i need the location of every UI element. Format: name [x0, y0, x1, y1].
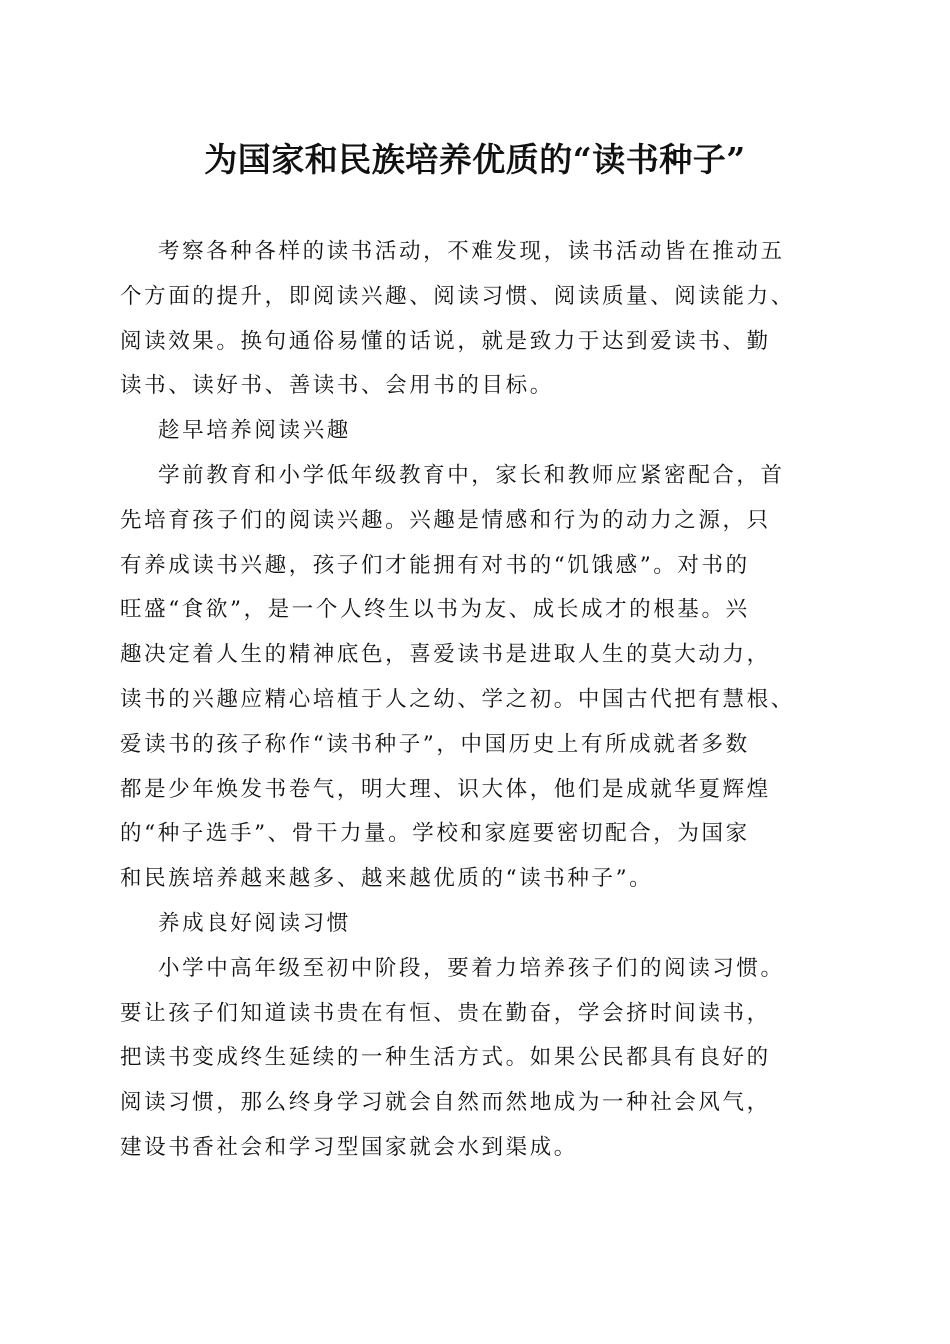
text-line: 和民族培养越来越多、越来越优质的“读书种子”。	[120, 866, 654, 892]
text-line: 学前教育和小学低年级教育中，家长和教师应紧密配合，首	[158, 462, 785, 488]
text-line: 趁早培养阅读兴趣	[158, 418, 351, 444]
text-line: 旺盛“食欲”，是一个人终生以书为友、成长成才的根基。兴	[120, 597, 750, 623]
text-line: 建设书香社会和学习型国家就会水到渠成。	[120, 1134, 578, 1160]
text-line: 先培育孩子们的阅读兴趣。兴趣是情感和行为的动力之源，只	[120, 507, 771, 533]
text-line: 的“种子选手”、骨干力量。学校和家庭要密切配合，为国家	[120, 821, 750, 847]
text-line: 都是少年焕发书卷气，明大理、识大体，他们是成就华夏辉煌	[120, 776, 771, 802]
document-body	[120, 230, 836, 1171]
text-line: 要让孩子们知道读书贵在有恒、贵在勤奋，学会挤时间读书，	[120, 1000, 771, 1026]
text-line: 阅读习惯，那么终身学习就会自然而然地成为一种社会风气，	[120, 1090, 771, 1116]
text-line: 把读书变成终生延续的一种生活方式。如果公民都具有良好的	[120, 1045, 771, 1071]
text-line: 小学中高年级至初中阶段，要着力培养孩子们的阅读习惯。	[158, 955, 785, 981]
text-line: 趣决定着人生的精神底色，喜爱读书是进取人生的莫大动力，	[120, 642, 771, 668]
document-title: 为国家和民族培养优质的“读书种子”	[204, 140, 746, 179]
text-line: 读书、读好书、善读书、会用书的目标。	[120, 373, 554, 399]
text-line: 考察各种各样的读书活动，不难发现，读书活动皆在推动五	[158, 239, 785, 264]
text-line: 有养成读书兴趣，孩子们才能拥有对书的“饥饿感”。对书的	[120, 552, 750, 578]
text-line: 个方面的提升，即阅读兴趣、阅读习惯、阅读质量、阅读能力、	[120, 283, 795, 309]
text-line: 爱读书的孩子称作“读书种子”，中国历史上有所成就者多数	[120, 731, 750, 757]
text-line: 养成良好阅读习惯	[158, 910, 351, 936]
text-line: 读书的兴趣应精心培植于人之幼、学之初。中国古代把有慧根、	[120, 686, 795, 712]
text-line: 阅读效果。换句通俗易懂的话说，就是致力于达到爱读书、勤	[120, 328, 771, 354]
